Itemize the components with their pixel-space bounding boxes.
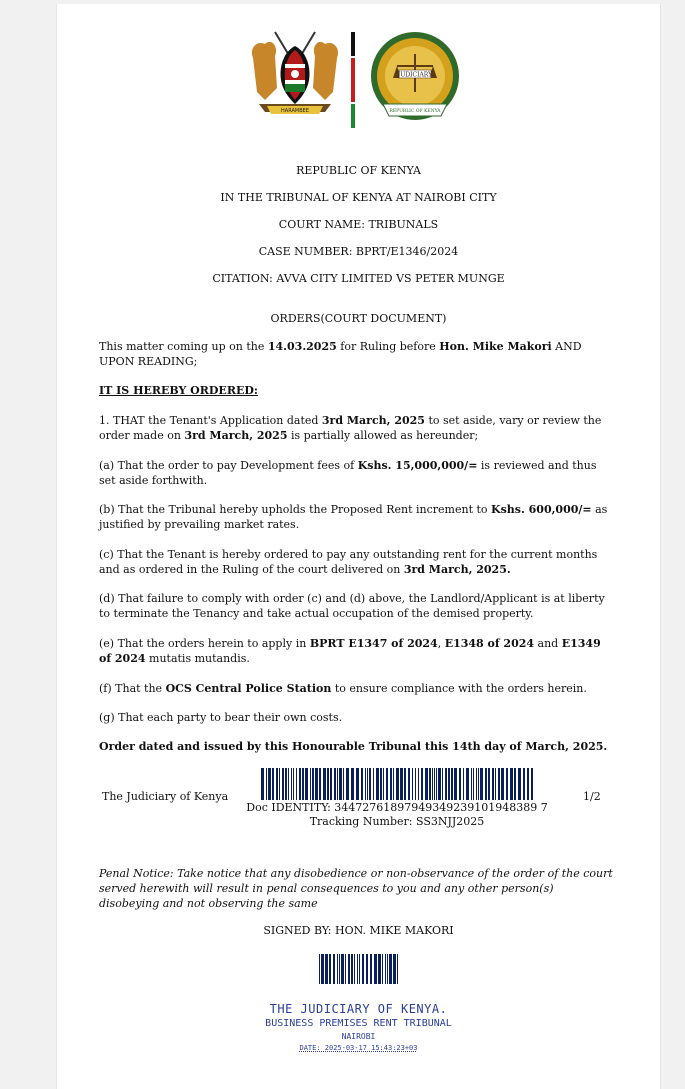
barcode-bar bbox=[276, 768, 278, 800]
barcode-bar bbox=[346, 768, 349, 800]
barcode-bar bbox=[323, 768, 326, 800]
coat-of-arms-icon bbox=[245, 28, 345, 118]
barcode-bar bbox=[488, 768, 490, 800]
barcode-bar bbox=[305, 768, 308, 800]
barcode-bar bbox=[434, 768, 435, 800]
barcode-bar bbox=[408, 768, 410, 800]
barcode-bar bbox=[523, 768, 525, 800]
barcode-bar bbox=[341, 954, 344, 984]
header-tribunal: IN THE TRIBUNAL OF KENYA AT NAIROBI CITY bbox=[220, 191, 497, 204]
barcode-bar bbox=[329, 954, 331, 984]
order-d: (d) That failure to comply with order (c) and (d) above, the Landlord/Applicant is at liberty to terminate the Tenancy and take actual occupation of the demised property. bbox=[99, 592, 605, 620]
barcode-bar bbox=[466, 768, 469, 800]
barcode-bar bbox=[495, 768, 496, 800]
barcode-bar bbox=[296, 768, 297, 800]
order-f: (f) That the OCS Central Police Station to ensure compliance with the orders herein. bbox=[99, 682, 587, 695]
document-type-title: ORDERS(COURT DOCUMENT) bbox=[270, 312, 447, 325]
barcode-bar bbox=[351, 954, 353, 984]
barcode-bar bbox=[330, 768, 332, 800]
barcode-bar bbox=[385, 954, 386, 984]
barcode-bar bbox=[510, 768, 513, 800]
barcode-bar bbox=[365, 768, 366, 800]
barcode-bar bbox=[429, 768, 431, 800]
barcode-bar bbox=[366, 954, 368, 984]
header-citation: CITATION: AVVA CITY LIMITED VS PETER MUNGE bbox=[212, 272, 505, 285]
barcode-bar bbox=[370, 954, 372, 984]
svg-text:JUDICIARY: JUDICIARY bbox=[397, 71, 433, 79]
svg-text:REPUBLIC OF KENYA: REPUBLIC OF KENYA bbox=[389, 109, 441, 114]
barcode-bar bbox=[319, 768, 321, 800]
signature-barcode bbox=[319, 954, 399, 984]
barcode-bar bbox=[436, 768, 437, 800]
barcode-bar bbox=[345, 954, 346, 984]
barcode-bar bbox=[393, 954, 396, 984]
barcode-bar bbox=[299, 768, 301, 800]
order-e: (e) That the orders herein to apply in BPRT E1347 of 2024, E1348 of 2024 and E1349 of 2024 mutatis mutandis. bbox=[99, 637, 601, 665]
barcode-bar bbox=[432, 768, 433, 800]
barcode-bar bbox=[445, 768, 447, 800]
barcode-bar bbox=[454, 768, 457, 800]
barcode-bar bbox=[400, 768, 403, 800]
barcode-bar bbox=[337, 768, 338, 800]
barcode-bar bbox=[310, 768, 311, 800]
barcode-bar bbox=[451, 768, 453, 800]
barcode-bar bbox=[348, 954, 350, 984]
order-a: (a) That the order to pay Development fees of Kshs. 15,000,000/= is reviewed and thus set aside forthwith. bbox=[99, 459, 597, 487]
header-logos bbox=[245, 28, 465, 132]
barcode-bar bbox=[343, 768, 344, 800]
barcode-bar bbox=[339, 954, 340, 984]
barcode-bar bbox=[378, 954, 381, 984]
barcode-bar bbox=[485, 768, 487, 800]
barcode-bar bbox=[356, 768, 359, 800]
barcode-bar bbox=[266, 768, 267, 800]
barcode-bar bbox=[506, 768, 508, 800]
barcode-bar bbox=[463, 768, 464, 800]
barcode-bar bbox=[380, 768, 382, 800]
barcode-bar bbox=[261, 768, 264, 800]
barcode-bar bbox=[480, 768, 483, 800]
barcode-bar bbox=[383, 768, 384, 800]
barcode-bar bbox=[288, 768, 289, 800]
barcode-bar bbox=[386, 768, 388, 800]
barcode-bar bbox=[471, 768, 472, 800]
barcode-bar bbox=[442, 768, 443, 800]
barcode-bar bbox=[293, 768, 294, 800]
order-b: (b) That the Tribunal hereby upholds the Proposed Rent increment to Kshs. 600,000/= as justified by prevailing market rates. bbox=[99, 503, 608, 531]
barcode-bar bbox=[448, 768, 450, 800]
barcode-bar bbox=[315, 768, 318, 800]
order-c: (c) That the Tenant is hereby ordered to pay any outstanding rent for the current months and as ordered in the Ruling of the court delivered on 3rd March, 2025. bbox=[99, 548, 598, 576]
barcode-bar bbox=[382, 954, 383, 984]
barcode-bar bbox=[404, 768, 406, 800]
header-case-number: CASE NUMBER: BPRT/E1346/2024 bbox=[258, 245, 459, 258]
stamp-location: NAIROBI bbox=[341, 1032, 376, 1041]
barcode-bar bbox=[415, 768, 416, 800]
barcode-bar bbox=[527, 768, 529, 800]
stamp-date: DATE: 2025-03-17 15:43:23+03 bbox=[299, 1044, 418, 1052]
barcode-bar bbox=[396, 768, 399, 800]
barcode-bar bbox=[369, 768, 371, 800]
header-republic: REPUBLIC OF KENYA bbox=[296, 164, 421, 177]
barcode-bar bbox=[518, 768, 521, 800]
barcode-bar bbox=[321, 954, 324, 984]
barcode-bar bbox=[362, 954, 364, 984]
issued-statement: Order dated and issued by this Honourable Tribunal this 14th day of March, 2025. bbox=[99, 740, 608, 753]
barcode-bar bbox=[514, 768, 516, 800]
barcode-bar bbox=[501, 768, 504, 800]
barcode-bar bbox=[279, 768, 280, 800]
stamp-judiciary: THE JUDICIARY OF KENYA. bbox=[269, 1002, 448, 1016]
barcode-bar bbox=[374, 954, 377, 984]
barcode-bar bbox=[478, 768, 479, 800]
barcode-bar bbox=[418, 768, 419, 800]
barcode-bar bbox=[282, 768, 284, 800]
footer-judiciary-label: The Judiciary of Kenya bbox=[102, 790, 229, 803]
barcode-bar bbox=[337, 954, 338, 984]
barcode-bar bbox=[425, 768, 428, 800]
order-1: 1. THAT the Tenant's Application dated 3rd March, 2025 to set aside, vary or review the order made on 3rd March, 2025 is partially allowed as hereunder; bbox=[99, 414, 602, 442]
barcode-bar bbox=[351, 768, 354, 800]
barcode-bar bbox=[412, 768, 413, 800]
barcode-bar bbox=[361, 768, 363, 800]
barcode-bar bbox=[268, 768, 271, 800]
barcode-bar bbox=[389, 954, 392, 984]
barcode-bar bbox=[285, 768, 287, 800]
barcode-bar bbox=[393, 768, 394, 800]
barcode-bar bbox=[387, 954, 388, 984]
flag-divider bbox=[351, 32, 355, 128]
barcode-bar bbox=[272, 768, 274, 800]
doc-identity-text: Doc IDENTITY: 34472761897949349239101948389 7 Tracking Number: SS3NJJ2025 bbox=[246, 801, 548, 828]
header-court-name: COURT NAME: TRIBUNALS bbox=[278, 218, 439, 231]
barcode-bar bbox=[333, 954, 335, 984]
tracking-barcode bbox=[261, 768, 535, 800]
barcode-bar bbox=[334, 768, 336, 800]
penal-notice: Penal Notice: Take notice that any disobedience or non-observance of the order of the court served herewith will result in penal consequences to you and any other person(s) disobeying and not observing the same bbox=[99, 867, 613, 910]
barcode-bar bbox=[367, 768, 368, 800]
barcode-bar bbox=[339, 768, 342, 800]
judiciary-seal-icon bbox=[369, 30, 461, 126]
barcode-bar bbox=[492, 768, 494, 800]
barcode-bar bbox=[376, 768, 379, 800]
barcode-bar bbox=[312, 768, 314, 800]
barcode-bar bbox=[397, 954, 398, 984]
barcode-bar bbox=[291, 768, 292, 800]
ordered-heading: IT IS HEREBY ORDERED: bbox=[99, 384, 258, 397]
page-number: 1/2 bbox=[583, 790, 601, 803]
barcode-bar bbox=[327, 768, 329, 800]
barcode-bar bbox=[359, 954, 360, 984]
barcode-bar bbox=[319, 954, 320, 984]
intro-paragraph: This matter coming up on the 14.03.2025 for Ruling before Hon. Mike Makori AND UPON READING; bbox=[99, 340, 582, 368]
barcode-bar bbox=[498, 768, 500, 800]
svg-text:HARAMBEE: HARAMBEE bbox=[281, 108, 309, 114]
document-page bbox=[56, 4, 661, 1089]
barcode-bar bbox=[421, 768, 423, 800]
barcode-bar bbox=[302, 768, 304, 800]
barcode-bar bbox=[531, 768, 533, 800]
order-g: (g) That each party to bear their own costs. bbox=[99, 711, 343, 724]
barcode-bar bbox=[354, 954, 355, 984]
stamp-tribunal: BUSINESS PREMISES RENT TRIBUNAL bbox=[265, 1018, 452, 1029]
barcode-bar bbox=[459, 768, 461, 800]
barcode-bar bbox=[357, 954, 358, 984]
barcode-bar bbox=[476, 768, 477, 800]
barcode-bar bbox=[438, 768, 441, 800]
barcode-bar bbox=[390, 768, 392, 800]
barcode-bar bbox=[325, 954, 328, 984]
barcode-bar bbox=[473, 768, 474, 800]
barcode-bar bbox=[373, 768, 374, 800]
signed-by: SIGNED BY: HON. MIKE MAKORI bbox=[263, 924, 454, 937]
